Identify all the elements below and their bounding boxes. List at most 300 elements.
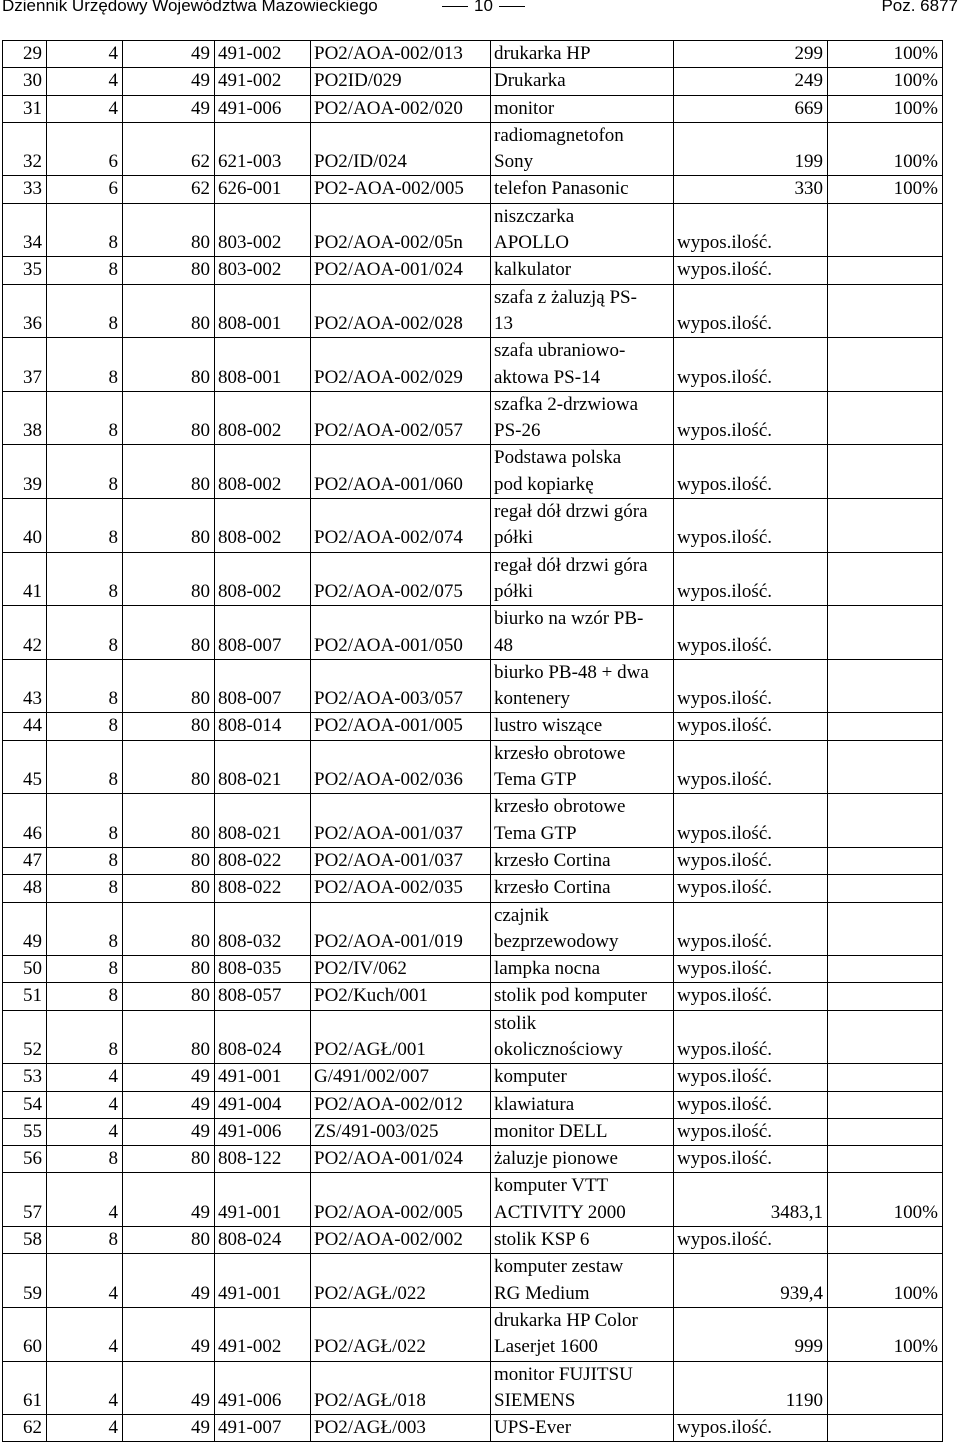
- cell-subgroup: 80: [123, 284, 215, 338]
- cell-subgroup: 80: [123, 983, 215, 1010]
- cell-group: 8: [47, 284, 123, 338]
- cell-lp: 48: [3, 875, 47, 902]
- cell-item-name: [491, 713, 674, 740]
- item-name-line: bezprzewodowy: [494, 930, 619, 952]
- cell-kst-code: 491-001: [215, 1064, 311, 1091]
- table-row: [3, 552, 943, 606]
- item-name-line: monitor: [494, 97, 555, 119]
- item-name-line: drukarka HP Color: [494, 1309, 638, 1331]
- item-name-line: PS-26: [494, 420, 541, 442]
- cell-subgroup: 62: [123, 122, 215, 176]
- cell-value: wypos.ilość.: [674, 740, 828, 794]
- cell-inventory-number: PO2/AGŁ/022: [311, 1254, 491, 1308]
- cell-depreciation: [828, 499, 943, 553]
- cell-kst-code: 803-002: [215, 257, 311, 284]
- cell-depreciation: [828, 257, 943, 284]
- cell-group: 4: [47, 68, 123, 95]
- cell-subgroup: 80: [123, 445, 215, 499]
- cell-lp: 37: [3, 338, 47, 392]
- table-row: [3, 95, 943, 122]
- cell-depreciation: [828, 284, 943, 338]
- cell-lp: 51: [3, 983, 47, 1010]
- cell-kst-code: 808-002: [215, 391, 311, 445]
- cell-value: wypos.ilość.: [674, 284, 828, 338]
- table-row: [3, 445, 943, 499]
- cell-group: 8: [47, 659, 123, 713]
- cell-item-name: [491, 552, 674, 606]
- cell-lp: 61: [3, 1361, 47, 1415]
- cell-subgroup: 80: [123, 1010, 215, 1064]
- cell-group: 8: [47, 552, 123, 606]
- table-row: [3, 794, 943, 848]
- item-name-line: Laserjet 1600: [494, 1336, 598, 1358]
- cell-subgroup: 80: [123, 203, 215, 257]
- cell-depreciation: [828, 1361, 943, 1415]
- cell-group: 8: [47, 338, 123, 392]
- cell-inventory-number: PO2/AOA-001/019: [311, 902, 491, 956]
- cell-kst-code: 491-007: [215, 1415, 311, 1442]
- cell-subgroup: 49: [123, 1064, 215, 1091]
- cell-inventory-number: G/491/002/007: [311, 1064, 491, 1091]
- cell-value: 299: [674, 41, 828, 68]
- cell-kst-code: 491-006: [215, 95, 311, 122]
- cell-lp: 44: [3, 713, 47, 740]
- cell-item-name: [491, 1254, 674, 1308]
- cell-inventory-number: PO2/AOA-002/035: [311, 875, 491, 902]
- table-row: [3, 983, 943, 1010]
- cell-subgroup: 49: [123, 1254, 215, 1308]
- cell-value: wypos.ilość.: [674, 338, 828, 392]
- cell-subgroup: 80: [123, 740, 215, 794]
- cell-item-name: [491, 257, 674, 284]
- cell-value: 669: [674, 95, 828, 122]
- cell-group: 4: [47, 95, 123, 122]
- cell-value: wypos.ilość.: [674, 1091, 828, 1118]
- cell-inventory-number: PO2/AOA-001/037: [311, 847, 491, 874]
- cell-inventory-number: PO2/AOA-002/074: [311, 499, 491, 553]
- cell-value: wypos.ilość.: [674, 552, 828, 606]
- cell-inventory-number: PO2/AOA-001/050: [311, 606, 491, 660]
- cell-lp: 54: [3, 1091, 47, 1118]
- table-row: [3, 1064, 943, 1091]
- cell-item-name: [491, 902, 674, 956]
- cell-depreciation: [828, 1118, 943, 1145]
- cell-depreciation: [828, 902, 943, 956]
- item-name-line: komputer zestaw: [494, 1256, 624, 1278]
- cell-depreciation: 100%: [828, 1307, 943, 1361]
- cell-item-name: [491, 95, 674, 122]
- item-name-line: monitor DELL: [494, 1120, 608, 1142]
- item-name-line: krzesło obrotowe: [494, 742, 626, 764]
- cell-group: 8: [47, 983, 123, 1010]
- cell-inventory-number: PO2/AOA-002/057: [311, 391, 491, 445]
- cell-depreciation: [828, 983, 943, 1010]
- cell-item-name: [491, 983, 674, 1010]
- cell-depreciation: [828, 713, 943, 740]
- cell-value: wypos.ilość.: [674, 391, 828, 445]
- cell-subgroup: 49: [123, 1118, 215, 1145]
- cell-kst-code: 808-002: [215, 445, 311, 499]
- item-name-line: radiomagnetofon: [494, 124, 624, 146]
- cell-subgroup: 80: [123, 499, 215, 553]
- table-row: [3, 847, 943, 874]
- cell-group: 8: [47, 740, 123, 794]
- cell-group: 8: [47, 257, 123, 284]
- cell-kst-code: 808-024: [215, 1010, 311, 1064]
- cell-kst-code: 808-002: [215, 499, 311, 553]
- cell-item-name: [491, 1118, 674, 1145]
- cell-subgroup: 49: [123, 68, 215, 95]
- cell-lp: 58: [3, 1227, 47, 1254]
- cell-lp: 57: [3, 1173, 47, 1227]
- cell-lp: 39: [3, 445, 47, 499]
- cell-subgroup: 80: [123, 1146, 215, 1173]
- cell-inventory-number: PO2/AGŁ/022: [311, 1307, 491, 1361]
- cell-kst-code: 808-035: [215, 956, 311, 983]
- cell-value: wypos.ilość.: [674, 499, 828, 553]
- cell-value: 330: [674, 176, 828, 203]
- cell-kst-code: 808-021: [215, 740, 311, 794]
- item-name-line: Sony: [494, 151, 534, 173]
- cell-value: wypos.ilość.: [674, 659, 828, 713]
- cell-inventory-number: PO2-AOA-002/005: [311, 176, 491, 203]
- cell-subgroup: 49: [123, 95, 215, 122]
- cell-depreciation: 100%: [828, 95, 943, 122]
- item-name-line: szafa z żaluzją PS-: [494, 286, 637, 308]
- cell-item-name: [491, 659, 674, 713]
- cell-value: 999: [674, 1307, 828, 1361]
- cell-group: 6: [47, 176, 123, 203]
- cell-subgroup: 80: [123, 338, 215, 392]
- cell-value: wypos.ilość.: [674, 606, 828, 660]
- table-row: [3, 1254, 943, 1308]
- item-name-line: biurko PB-48 + dwa: [494, 661, 649, 683]
- cell-item-name: [491, 284, 674, 338]
- table-row: [3, 1146, 943, 1173]
- cell-item-name: [491, 794, 674, 848]
- cell-subgroup: 49: [123, 1361, 215, 1415]
- cell-kst-code: 808-021: [215, 794, 311, 848]
- item-name-line: stolik: [494, 1012, 537, 1034]
- item-name-line: półki: [494, 580, 534, 602]
- cell-inventory-number: PO2/AOA-001/024: [311, 257, 491, 284]
- cell-subgroup: 80: [123, 257, 215, 284]
- cell-subgroup: 49: [123, 1173, 215, 1227]
- cell-group: 4: [47, 1091, 123, 1118]
- cell-item-name: [491, 1010, 674, 1064]
- cell-group: 8: [47, 1010, 123, 1064]
- item-name-line: krzesło Cortina: [494, 849, 611, 871]
- cell-value: 1190: [674, 1361, 828, 1415]
- cell-depreciation: [828, 1146, 943, 1173]
- cell-inventory-number: PO2/AOA-002/002: [311, 1227, 491, 1254]
- cell-value: wypos.ilość.: [674, 902, 828, 956]
- table-row: [3, 1361, 943, 1415]
- cell-item-name: [491, 391, 674, 445]
- item-name-line: APOLLO: [494, 232, 569, 254]
- cell-item-name: [491, 1091, 674, 1118]
- cell-group: 4: [47, 41, 123, 68]
- cell-lp: 30: [3, 68, 47, 95]
- cell-inventory-number: PO2/AOA-002/036: [311, 740, 491, 794]
- item-name-line: aktowa PS-14: [494, 366, 601, 388]
- cell-kst-code: 626-001: [215, 176, 311, 203]
- cell-lp: 33: [3, 176, 47, 203]
- cell-group: 8: [47, 794, 123, 848]
- cell-item-name: [491, 1173, 674, 1227]
- cell-item-name: [491, 203, 674, 257]
- cell-group: 8: [47, 499, 123, 553]
- item-name-line: stolik pod komputer: [494, 985, 648, 1007]
- cell-item-name: [491, 68, 674, 95]
- cell-depreciation: [828, 203, 943, 257]
- cell-depreciation: [828, 956, 943, 983]
- page-header: [0, 0, 960, 22]
- cell-group: 4: [47, 1361, 123, 1415]
- item-name-line: 48: [494, 634, 513, 656]
- cell-depreciation: 100%: [828, 122, 943, 176]
- cell-lp: 34: [3, 203, 47, 257]
- cell-value: wypos.ilość.: [674, 956, 828, 983]
- cell-depreciation: [828, 1010, 943, 1064]
- cell-lp: 59: [3, 1254, 47, 1308]
- cell-lp: 60: [3, 1307, 47, 1361]
- cell-kst-code: 491-001: [215, 1173, 311, 1227]
- cell-group: 8: [47, 713, 123, 740]
- cell-kst-code: 808-001: [215, 338, 311, 392]
- cell-inventory-number: PO2/AGŁ/003: [311, 1415, 491, 1442]
- cell-subgroup: 49: [123, 1415, 215, 1442]
- cell-value: wypos.ilość.: [674, 847, 828, 874]
- table-row: [3, 284, 943, 338]
- item-name-line: lampka nocna: [494, 958, 601, 980]
- cell-kst-code: 803-002: [215, 203, 311, 257]
- item-name-line: czajnik: [494, 904, 549, 926]
- cell-depreciation: [828, 1227, 943, 1254]
- cell-depreciation: 100%: [828, 1254, 943, 1308]
- table-row: [3, 257, 943, 284]
- cell-lp: 42: [3, 606, 47, 660]
- cell-item-name: [491, 1146, 674, 1173]
- cell-value: 939,4: [674, 1254, 828, 1308]
- cell-kst-code: 808-022: [215, 875, 311, 902]
- cell-item-name: [491, 847, 674, 874]
- cell-subgroup: 80: [123, 659, 215, 713]
- table-row: [3, 1227, 943, 1254]
- cell-subgroup: 49: [123, 41, 215, 68]
- cell-value: wypos.ilość.: [674, 1415, 828, 1442]
- table-row: [3, 338, 943, 392]
- cell-inventory-number: PO2ID/029: [311, 68, 491, 95]
- cell-lp: 40: [3, 499, 47, 553]
- cell-lp: 55: [3, 1118, 47, 1145]
- item-name-line: RG Medium: [494, 1282, 590, 1304]
- table-row: [3, 1173, 943, 1227]
- table-row: [3, 659, 943, 713]
- cell-group: 8: [47, 875, 123, 902]
- item-name-line: Drukarka: [494, 70, 566, 92]
- cell-depreciation: [828, 794, 943, 848]
- item-name-line: ACTIVITY 2000: [494, 1201, 626, 1223]
- cell-value: wypos.ilość.: [674, 445, 828, 499]
- table-row: [3, 1415, 943, 1442]
- cell-lp: 56: [3, 1146, 47, 1173]
- cell-value: wypos.ilość.: [674, 1227, 828, 1254]
- cell-kst-code: 491-002: [215, 68, 311, 95]
- cell-depreciation: [828, 875, 943, 902]
- cell-inventory-number: PO2/AOA-002/029: [311, 338, 491, 392]
- cell-group: 6: [47, 122, 123, 176]
- cell-depreciation: [828, 338, 943, 392]
- cell-inventory-number: PO2/AOA-002/013: [311, 41, 491, 68]
- cell-item-name: [491, 1064, 674, 1091]
- item-name-line: Podstawa polska: [494, 447, 622, 469]
- cell-value: wypos.ilość.: [674, 875, 828, 902]
- cell-depreciation: [828, 1091, 943, 1118]
- cell-item-name: [491, 740, 674, 794]
- table-row: [3, 122, 943, 176]
- cell-value: 249: [674, 68, 828, 95]
- cell-inventory-number: PO2/AOA-002/075: [311, 552, 491, 606]
- cell-subgroup: 80: [123, 902, 215, 956]
- inventory-table: [2, 40, 943, 1442]
- cell-item-name: [491, 338, 674, 392]
- cell-inventory-number: PO2/AOA-001/037: [311, 794, 491, 848]
- cell-group: 8: [47, 391, 123, 445]
- cell-kst-code: 808-002: [215, 552, 311, 606]
- cell-group: 8: [47, 1146, 123, 1173]
- cell-item-name: [491, 445, 674, 499]
- table-row: [3, 41, 943, 68]
- cell-subgroup: 49: [123, 1307, 215, 1361]
- cell-kst-code: 808-122: [215, 1146, 311, 1173]
- cell-item-name: [491, 41, 674, 68]
- table-row: [3, 1307, 943, 1361]
- table-row: [3, 875, 943, 902]
- item-name-line: monitor FUJITSU: [494, 1363, 633, 1385]
- cell-subgroup: 80: [123, 1227, 215, 1254]
- cell-value: wypos.ilość.: [674, 1010, 828, 1064]
- item-name-line: drukarka HP: [494, 43, 591, 64]
- cell-group: 8: [47, 902, 123, 956]
- cell-lp: 62: [3, 1415, 47, 1442]
- table-row: [3, 713, 943, 740]
- cell-kst-code: 491-001: [215, 1254, 311, 1308]
- cell-lp: 31: [3, 95, 47, 122]
- cell-inventory-number: PO2/ID/024: [311, 122, 491, 176]
- table-row: [3, 176, 943, 203]
- cell-item-name: [491, 956, 674, 983]
- inventory-rows: [3, 41, 943, 1442]
- cell-group: 4: [47, 1118, 123, 1145]
- item-name-line: Tema GTP: [494, 769, 577, 791]
- item-name-line: pod kopiarkę: [494, 473, 594, 495]
- cell-value: wypos.ilość.: [674, 1064, 828, 1091]
- table-row: [3, 740, 943, 794]
- page-number: 10: [436, 0, 531, 16]
- cell-lp: 47: [3, 847, 47, 874]
- cell-depreciation: [828, 1415, 943, 1442]
- item-name-line: Tema GTP: [494, 822, 577, 844]
- journal-title: Dziennik Urzędowy Województwa Mazowieckiego: [2, 0, 378, 15]
- cell-lp: 53: [3, 1064, 47, 1091]
- cell-kst-code: 491-006: [215, 1361, 311, 1415]
- item-name-line: telefon Panasonic: [494, 178, 629, 200]
- cell-inventory-number: PO2/AOA-003/057: [311, 659, 491, 713]
- cell-lp: 46: [3, 794, 47, 848]
- cell-inventory-number: PO2/AOA-002/005: [311, 1173, 491, 1227]
- cell-kst-code: 491-006: [215, 1118, 311, 1145]
- cell-inventory-number: PO2/AOA-002/012: [311, 1091, 491, 1118]
- table-row: [3, 391, 943, 445]
- cell-item-name: [491, 499, 674, 553]
- cell-depreciation: [828, 740, 943, 794]
- cell-depreciation: [828, 391, 943, 445]
- item-name-line: klawiatura: [494, 1093, 575, 1115]
- cell-item-name: [491, 606, 674, 660]
- cell-lp: 29: [3, 41, 47, 68]
- item-name-line: lustro wiszące: [494, 715, 603, 737]
- cell-inventory-number: PO2/AGŁ/018: [311, 1361, 491, 1415]
- cell-subgroup: 80: [123, 391, 215, 445]
- item-name-line: biurko na wzór PB-: [494, 608, 644, 630]
- cell-subgroup: 80: [123, 875, 215, 902]
- table-row: [3, 68, 943, 95]
- table-row: [3, 1118, 943, 1145]
- item-name-line: 13: [494, 312, 513, 334]
- table-row: [3, 956, 943, 983]
- item-name-line: stolik KSP 6: [494, 1229, 590, 1251]
- cell-lp: 35: [3, 257, 47, 284]
- cell-item-name: [491, 1415, 674, 1442]
- cell-kst-code: 491-002: [215, 1307, 311, 1361]
- item-name-line: krzesło Cortina: [494, 877, 611, 899]
- cell-lp: 52: [3, 1010, 47, 1064]
- cell-value: 199: [674, 122, 828, 176]
- cell-lp: 32: [3, 122, 47, 176]
- cell-depreciation: 100%: [828, 1173, 943, 1227]
- item-name-line: UPS-Ever: [494, 1417, 572, 1439]
- cell-item-name: [491, 122, 674, 176]
- cell-lp: 50: [3, 956, 47, 983]
- cell-subgroup: 80: [123, 847, 215, 874]
- item-name-line: kontenery: [494, 688, 570, 710]
- cell-kst-code: 808-001: [215, 284, 311, 338]
- cell-kst-code: 621-003: [215, 122, 311, 176]
- cell-subgroup: 49: [123, 1091, 215, 1118]
- cell-subgroup: 80: [123, 552, 215, 606]
- item-name-line: regał dół drzwi góra: [494, 554, 648, 576]
- cell-value: wypos.ilość.: [674, 983, 828, 1010]
- cell-inventory-number: PO2/AOA-002/020: [311, 95, 491, 122]
- table-row: [3, 902, 943, 956]
- cell-group: 8: [47, 606, 123, 660]
- cell-lp: 43: [3, 659, 47, 713]
- table-row: [3, 606, 943, 660]
- cell-kst-code: 808-024: [215, 1227, 311, 1254]
- cell-value: wypos.ilość.: [674, 257, 828, 284]
- cell-depreciation: [828, 606, 943, 660]
- cell-group: 4: [47, 1254, 123, 1308]
- cell-kst-code: 808-022: [215, 847, 311, 874]
- cell-value: wypos.ilość.: [674, 794, 828, 848]
- cell-depreciation: [828, 847, 943, 874]
- cell-group: 4: [47, 1415, 123, 1442]
- cell-item-name: [491, 1361, 674, 1415]
- cell-subgroup: 80: [123, 606, 215, 660]
- cell-value: wypos.ilość.: [674, 1146, 828, 1173]
- cell-value: wypos.ilość.: [674, 203, 828, 257]
